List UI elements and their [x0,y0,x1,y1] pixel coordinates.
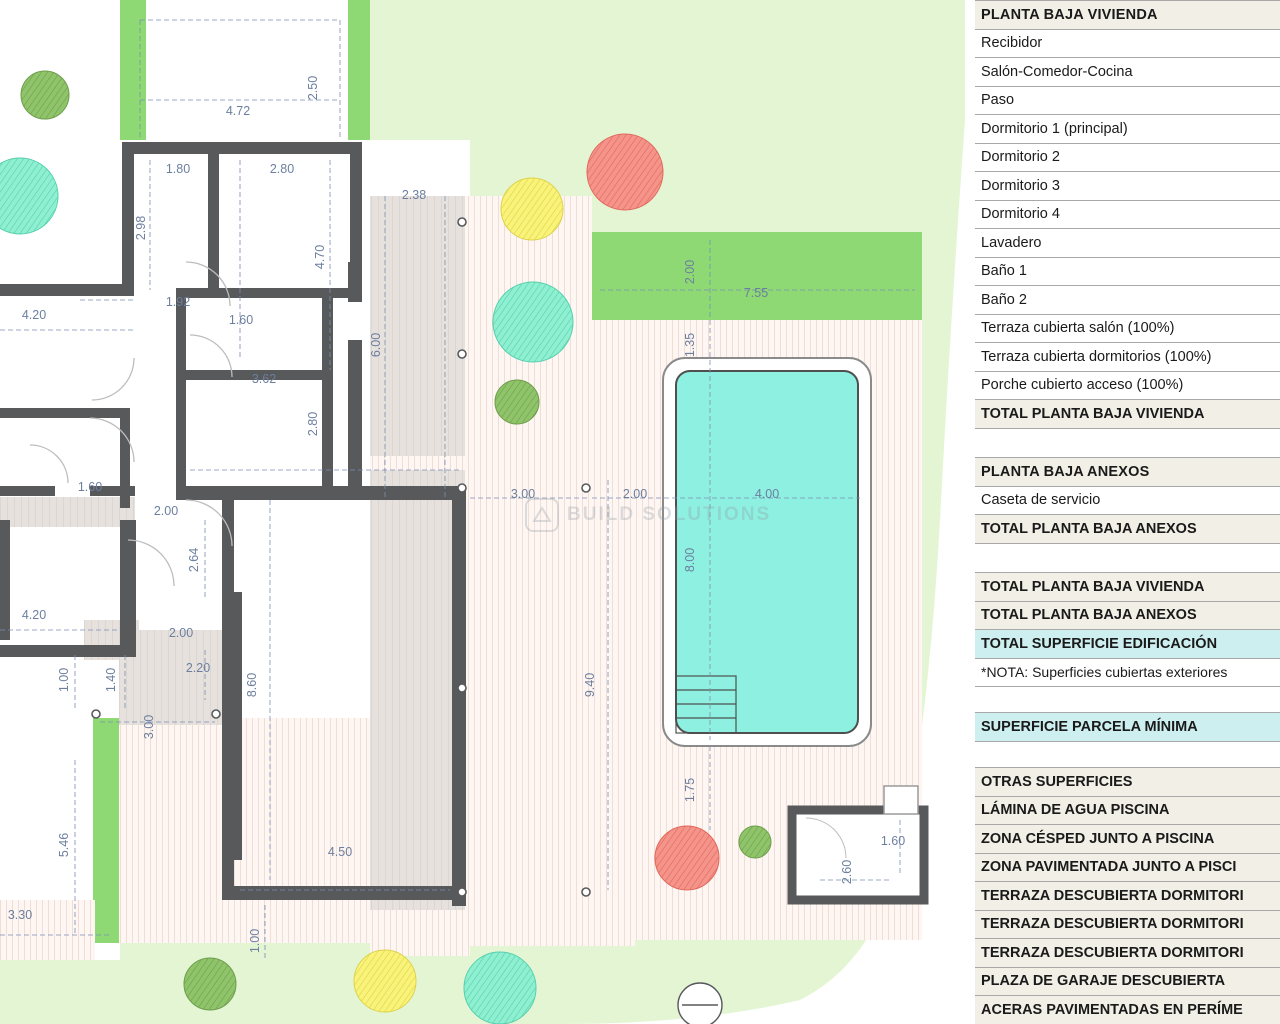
dimension-label: 2.60 [840,859,854,885]
dimension-label: 8.00 [683,547,697,573]
legend-row [975,882,1280,911]
legend-total-anexos: TOTAL PLANTA BAJA ANEXOS [975,515,1280,544]
dimension-label: 2.00 [168,626,194,640]
dimension-label: 9.40 [583,672,597,698]
legend-cell-recibidor: Recibidor [975,29,1280,58]
legend-total-row [975,601,1280,630]
legend-cell-caseta-servicio: Caseta de servicio [975,486,1280,515]
dimension-label: 2.80 [306,411,320,437]
legend-total-vivienda: TOTAL PLANTA BAJA VIVIENDA [975,400,1280,429]
dimension-label: 3.62 [251,372,277,386]
legend-block-parcela [975,712,1280,742]
dimension-label: 1.35 [683,332,697,358]
legend-block-anexos [975,457,1280,544]
legend-cell-paso: Paso [975,86,1280,115]
dimension-label: 2.64 [187,547,201,573]
legend-row [975,286,1280,315]
dimension-label: 4.00 [754,487,780,501]
legend-cell-terraza-desc-3: TERRAZA DESCUBIERTA DORMITORI [975,939,1280,968]
legend-highlight-row [975,630,1280,659]
legend-row [975,29,1280,58]
dimension-label: 2.98 [134,215,148,241]
legend-cell-bano-2: Baño 2 [975,286,1280,315]
legend-cell-lamina-agua: LÁMINA DE AGUA PISCINA [975,796,1280,825]
legend-row [975,86,1280,115]
legend-cell-zona-cesped: ZONA CÉSPED JUNTO A PISCINA [975,825,1280,854]
legend-cell-aceras-pavimentadas: ACERAS PAVIMENTADAS EN PERÍME [975,996,1280,1024]
legend-row [975,853,1280,882]
dimension-label: 3.30 [7,908,33,922]
legend-total-row [975,573,1280,602]
legend-header-vivienda: PLANTA BAJA VIVIENDA [975,1,1280,30]
legend-row [975,910,1280,939]
legend-header-row [975,1,1280,30]
legend-cell-bano-1: Baño 1 [975,257,1280,286]
legend-superficie-parcela-minima: SUPERFICIE PARCELA MÍNIMA [975,713,1280,742]
dimension-label: 2.20 [185,661,211,675]
legend-cell-dormitorio-4: Dormitorio 4 [975,200,1280,229]
legend-block-totales [975,572,1280,687]
dimension-label: 5.46 [57,832,71,858]
dimension-label: 1.80 [165,162,191,176]
legend-row [975,143,1280,172]
legend-header-row [975,768,1280,797]
legend-row [975,314,1280,343]
legend-row [975,58,1280,87]
legend-row [975,486,1280,515]
dimension-label: 1.40 [104,667,118,693]
legend-cell-plaza-garaje: PLAZA DE GARAJE DESCUBIERTA [975,967,1280,996]
dimension-label: 1.60 [880,834,906,848]
dimension-label: 1.60 [77,480,103,494]
legend-cell-dormitorio-3: Dormitorio 3 [975,172,1280,201]
legend-cell-salon: Salón-Comedor-Cocina [975,58,1280,87]
legend-cell-dormitorio-2: Dormitorio 2 [975,143,1280,172]
legend-row [975,200,1280,229]
legend-cell-lavadero: Lavadero [975,229,1280,258]
legend-total-row [975,515,1280,544]
legend-note: *NOTA: Superficies cubiertas exteriores [975,658,1280,687]
dimension-label: 2.38 [401,188,427,202]
dimension-label: 2.80 [269,162,295,176]
legend-header-otras-superficies: OTRAS SUPERFICIES [975,768,1280,797]
legend-total-row [975,400,1280,429]
legend-total-superficie-edificacion: TOTAL SUPERFICIE EDIFICACIÓN [975,630,1280,659]
legend-cell-dormitorio-1: Dormitorio 1 (principal) [975,115,1280,144]
dimension-label: 1.60 [228,313,254,327]
dimension-label: 3.00 [510,487,536,501]
dimension-label: 2.00 [153,504,179,518]
dimension-label: 1.00 [57,667,71,693]
legend-total-vivienda-summary: TOTAL PLANTA BAJA VIVIENDA [975,573,1280,602]
dimension-label: 1.75 [683,777,697,803]
dimension-label: 1.00 [248,928,262,954]
dimension-label: 7.55 [743,286,769,300]
legend-row [975,825,1280,854]
legend-header-anexos: PLANTA BAJA ANEXOS [975,458,1280,487]
legend-header-row [975,458,1280,487]
dimension-label: 2.50 [306,75,320,101]
legend-row [975,939,1280,968]
legend-cell-porche-acceso: Porche cubierto acceso (100%) [975,371,1280,400]
legend-cell-terraza-desc-1: TERRAZA DESCUBIERTA DORMITORI [975,882,1280,911]
legend-highlight-row [975,713,1280,742]
dimension-label: 6.00 [369,332,383,358]
legend-row [975,343,1280,372]
legend-row [975,371,1280,400]
legend-row [975,796,1280,825]
legend-block-vivienda [975,0,1280,429]
dimension-label: 1.92 [165,295,191,309]
north-symbol [678,983,722,1024]
legend-block-otras [975,767,1280,1024]
legend-cell-terraza-desc-2: TERRAZA DESCUBIERTA DORMITORI [975,910,1280,939]
watermark-text: BUILD SOLUTIONS [567,504,772,525]
legend-cell-zona-pavimentada: ZONA PAVIMENTADA JUNTO A PISCI [975,853,1280,882]
dimension-label: 2.00 [683,259,697,285]
dimension-label: 4.20 [21,308,47,322]
legend-row [975,996,1280,1024]
legend-row [975,115,1280,144]
legend-cell-terraza-dormitorios: Terraza cubierta dormitorios (100%) [975,343,1280,372]
legend-row [975,967,1280,996]
dimension-label: 4.50 [327,845,353,859]
legend-cell-terraza-salon: Terraza cubierta salón (100%) [975,314,1280,343]
dimension-label: 4.20 [21,608,47,622]
dimension-label: 3.00 [142,714,156,740]
dimension-label: 2.00 [622,487,648,501]
legend-row [975,172,1280,201]
areas-legend-panel[interactable] [965,0,1280,1024]
dimension-label: 4.70 [313,244,327,270]
legend-total-anexos-summary: TOTAL PLANTA BAJA ANEXOS [975,601,1280,630]
dimension-label: 4.72 [225,104,251,118]
legend-row [975,257,1280,286]
legend-note-row [975,658,1280,687]
dimension-label: 8.60 [245,672,259,698]
legend-row [975,229,1280,258]
